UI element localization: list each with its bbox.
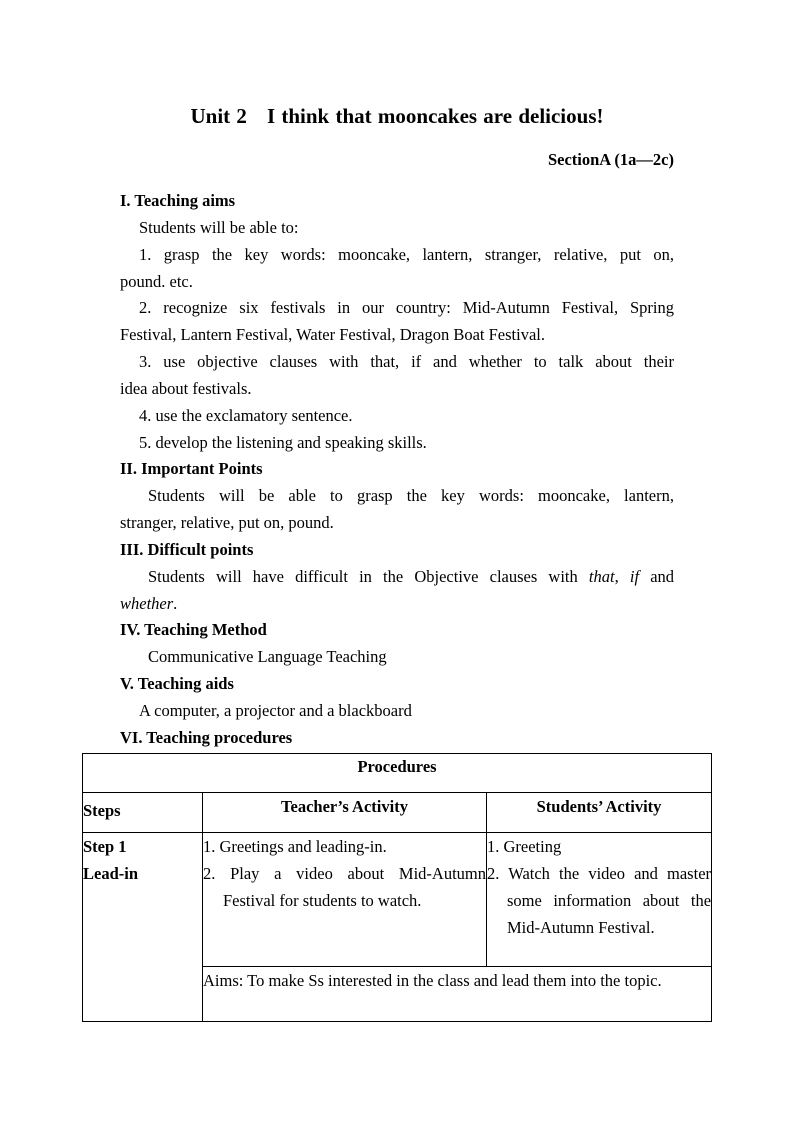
procedures-heading: VI. Teaching procedures (120, 728, 293, 747)
aim-4: 4. use the exclamatory sentence. (139, 406, 353, 425)
step-1-aims: Aims: To make Ss interested in the class and lead them into the topic. (203, 967, 712, 1022)
table-header-row (83, 793, 712, 833)
difficult-points-line-1 (148, 567, 674, 587)
header-teacher: Teacher’s Activity (203, 793, 487, 833)
students-activity-1: 1. Greeting (487, 837, 562, 856)
important-points-heading: II. Important Points (120, 459, 263, 478)
teacher-activity-cell (203, 833, 487, 967)
aim-3-line-2: idea about festivals. (120, 379, 252, 398)
section-label: SectionA (1a—2c) (547, 150, 674, 169)
period: . (173, 594, 178, 613)
aim-1-line-1: 1. grasp the key words: mooncake, lantern, stranger, relative, put on, (139, 245, 674, 264)
teaching-aids-text: A computer, a projector and a blackboard (139, 701, 412, 720)
table-row (83, 833, 712, 967)
aim-2-line-1: 2. recognize six festivals in our country: Mid-Autumn Festival, Spring (139, 298, 674, 317)
teaching-aids-heading: V. Teaching aids (120, 674, 234, 693)
header-steps: Steps (83, 793, 203, 833)
unit-title: I think that mooncakes are delicious! (266, 104, 604, 128)
table-title-row (83, 754, 712, 793)
students-activity-cell (487, 833, 712, 967)
header-students: Students’ Activity (487, 793, 712, 833)
important-points-line-2: stranger, relative, put on, pound. (120, 513, 334, 532)
document-title (0, 104, 794, 129)
students-activity-2: 2. Watch the video and master some information about the Mid-Autumn Festival. (487, 864, 712, 937)
keyword-if: if (629, 567, 640, 586)
difficult-points-heading: III. Difficult points (120, 540, 254, 559)
aim-1-line-2: pound. etc. (120, 272, 193, 291)
aim-5: 5. develop the listening and speaking skills. (139, 433, 427, 452)
important-points-line-1: Students will be able to grasp the key words: mooncake, lantern, (148, 486, 674, 505)
aim-2-line-2: Festival, Lantern Festival, Water Festival, Dragon Boat Festival. (120, 325, 545, 344)
comma: , (614, 567, 630, 586)
keyword-whether: whether (120, 594, 174, 613)
teaching-method-text: Communicative Language Teaching (148, 647, 387, 666)
keyword-that: that (588, 567, 615, 586)
teaching-aims-heading: I. Teaching aims (120, 191, 236, 210)
aim-3-line-1: 3. use objective clauses with that, if and whether to talk about their (139, 352, 674, 371)
word-and: and (639, 567, 675, 586)
teaching-aims-intro: Students will be able to: (139, 218, 299, 237)
step-1-sub: Lead-in (83, 864, 139, 883)
teacher-activity-1: 1. Greetings and leading-in. (203, 837, 387, 856)
procedures-table (82, 753, 712, 1022)
unit-label: Unit 2 (190, 104, 247, 128)
teacher-activity-2: 2. Play a video about Mid-Autumn Festival for students to watch. (203, 864, 486, 910)
step-1-cell (83, 833, 203, 1022)
table-title: Procedures (83, 754, 712, 793)
teaching-method-heading: IV. Teaching Method (120, 620, 267, 639)
difficult-points-text: Students will have difficult in the Objective clauses with (148, 567, 589, 586)
step-1-name: Step 1 (83, 837, 127, 856)
difficult-points-line-2 (120, 594, 674, 614)
